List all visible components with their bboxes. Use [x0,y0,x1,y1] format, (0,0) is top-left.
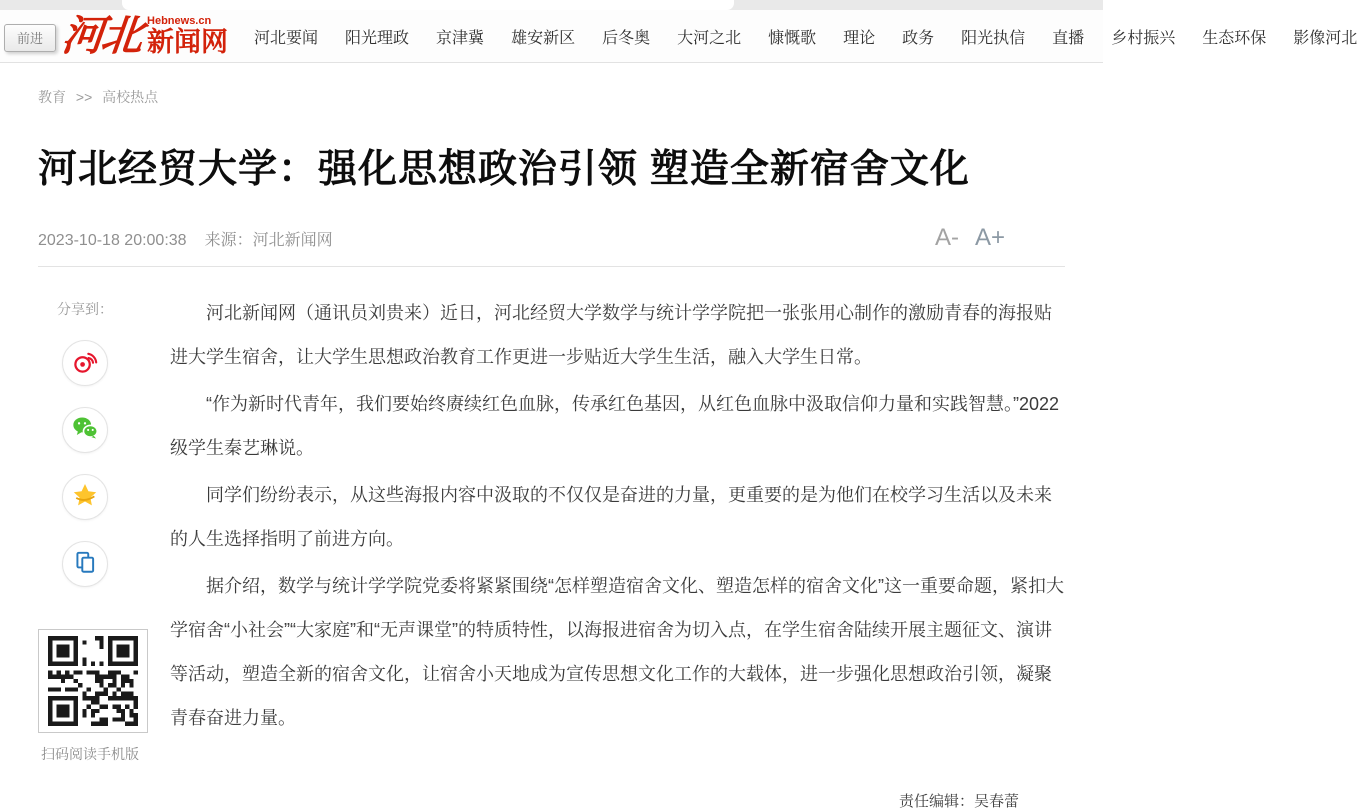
share-copy-link-button[interactable] [62,541,108,587]
nav-item[interactable]: 影像河北 [1293,29,1357,47]
logo-site-suffix: 新闻网 [147,27,229,57]
nav-item[interactable]: 生态环保 [1202,29,1267,47]
nav-item[interactable]: 乡村振兴 [1111,29,1176,47]
nav-item[interactable]: 后冬奥 [602,29,651,47]
nav-item[interactable]: 京津冀 [436,29,485,47]
breadcrumb [38,87,1103,107]
source-label: 来源：河北新闻网 [204,231,333,249]
site-logo[interactable] [59,11,229,60]
forward-button[interactable]: 前进 [4,24,56,52]
logo-domain: Hebnews.cn [147,15,212,27]
article-meta [38,224,1065,252]
nav-item[interactable]: 阳光执信 [961,29,1026,47]
main-nav-list [254,25,1357,48]
article-paragraph: 据介绍，数学与统计学学院党委将紧紧围绕“怎样塑造宿舍文化、塑造怎样的宿舍文化”这一重要命题，紧扣大学宿舍“小社会”“大家庭”和“无声课堂”的特质特性，以海报进宿舍为切入点，在学生宿舍陆续开展主题征文、演讲等活动，塑造全新的宿舍文化，让宿舍小天地成为宣传思想文化工作的大载体，进一步强化思想政治引领，凝聚青春奋进力量。 [170,575,1064,728]
nav-item[interactable]: 直播 [1052,29,1085,47]
nav-item[interactable]: 慷慨歌 [768,29,817,47]
copy-link-icon [72,549,98,578]
font-smaller-button[interactable]: A- [934,223,959,251]
article-paragraph: 同学们纷纷表示，从这些海报内容中汲取的不仅仅是奋进的力量，更重要的是为他们在校学习生活以及未来的人生选择指明了前进方向。 [170,484,1052,549]
nav-item[interactable]: 政务 [902,29,935,47]
nav-item[interactable]: 理论 [843,29,876,47]
nav-item[interactable]: 河北要闻 [254,29,319,47]
browser-chrome-strip [0,0,1103,10]
logo-hebei-calligraphy: 河北 [59,11,143,60]
page-title: 河北经贸大学：强化思想政治引领 塑造全新宿舍文化 [38,148,970,191]
nav-item[interactable]: 大河之北 [677,29,742,47]
editor-credit: 责任编辑：吴春蕾 [898,792,1019,810]
qr-code [38,629,148,733]
breadcrumb-section[interactable]: 教育 [38,89,66,105]
breadcrumb-separator: >> [75,89,93,105]
header-divider [38,266,1065,267]
weibo-icon [72,348,99,378]
qr-caption: 扫码阅读手机版 [41,745,139,762]
share-rail [38,291,170,764]
main-nav [254,25,1357,48]
share-label: 分享到： [57,300,113,317]
share-wechat-button[interactable] [62,407,108,453]
nav-item[interactable]: 雄安新区 [511,29,576,47]
nav-item[interactable]: 阳光理政 [345,29,410,47]
qzone-icon [71,481,99,512]
publish-datetime: 2023-10-18 20:00:38 [38,231,187,249]
browser-tab-remnant [122,0,734,10]
breadcrumb-subsection[interactable]: 高校热点 [102,89,159,105]
share-qzone-button[interactable] [62,474,108,520]
site-header [0,10,1357,63]
font-larger-button[interactable]: A+ [974,223,1005,251]
article-paragraph: 河北新闻网（通讯员刘贵来）近日，河北经贸大学数学与统计学学院把一张张用心制作的激励青春的海报贴进大学生宿舍，让大学生思想政治教育工作更进一步贴近大学生生活，融入大学生日常。 [170,302,1052,367]
font-size-controls [935,224,1005,252]
share-weibo-button[interactable] [62,340,108,386]
article-paragraph: “作为新时代青年，我们要始终赓续红色血脉，传承红色基因，从红色血脉中汲取信仰力量和实践智慧。”2022级学生秦艺琳说。 [170,393,1060,458]
wechat-icon [71,414,99,445]
article-body [170,291,1065,743]
article-content [38,291,1065,764]
